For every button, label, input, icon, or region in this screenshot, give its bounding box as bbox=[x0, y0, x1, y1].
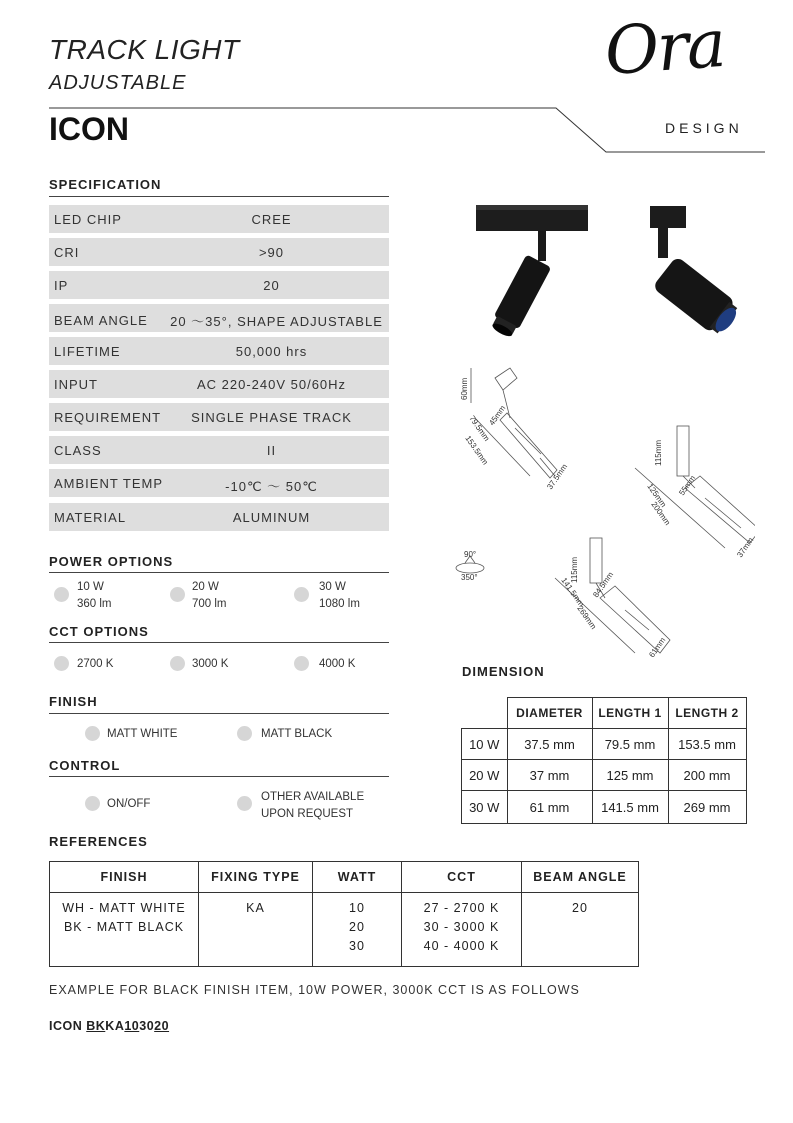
power-option-lumen: 1080 lm bbox=[319, 598, 360, 610]
specification-rule bbox=[49, 196, 389, 197]
cct-code: 40 - 4000 K bbox=[423, 939, 500, 953]
code-watt: 10 bbox=[124, 1019, 140, 1033]
control-rule bbox=[49, 776, 389, 777]
spec-label: LED CHIP bbox=[54, 212, 122, 227]
spec-row bbox=[49, 205, 389, 233]
dim-label: 79.5mm bbox=[467, 413, 492, 443]
dim-label: 37mm bbox=[735, 535, 755, 560]
dim-label: 45mm bbox=[487, 403, 508, 428]
watt-code: 20 bbox=[349, 920, 365, 934]
spec-row bbox=[49, 436, 389, 464]
finish-option-radio[interactable] bbox=[237, 726, 252, 741]
table-header: LENGTH 2 bbox=[668, 698, 746, 729]
rotation-label: 90° bbox=[464, 550, 477, 559]
spec-label: LIFETIME bbox=[54, 344, 121, 359]
spec-label: IP bbox=[54, 278, 69, 293]
table-header: DIAMETER bbox=[507, 698, 592, 729]
table-cell bbox=[50, 893, 199, 967]
code-finish: BK bbox=[86, 1019, 106, 1033]
control-heading: CONTROL bbox=[49, 758, 121, 773]
spec-value: ALUMINUM bbox=[232, 510, 311, 525]
spec-value: SINGLE PHASE TRACK bbox=[191, 410, 352, 425]
cct-code: 30 - 3000 K bbox=[423, 920, 500, 934]
spec-value: AC 220-240V 50/60Hz bbox=[196, 377, 347, 392]
cct-option-radio[interactable] bbox=[54, 656, 69, 671]
spec-row bbox=[49, 469, 389, 497]
spec-row bbox=[49, 238, 389, 266]
finish-rule bbox=[49, 713, 389, 714]
table-cell: 200 mm bbox=[668, 760, 746, 791]
rotation-label: 350° bbox=[461, 573, 478, 582]
code-beam: 20 bbox=[154, 1019, 170, 1033]
spec-label: BEAM ANGLE bbox=[54, 313, 148, 328]
cct-code: 27 - 2700 K bbox=[423, 901, 500, 915]
table-row bbox=[462, 791, 747, 824]
product-photo-angled bbox=[628, 200, 748, 340]
spec-row bbox=[49, 403, 389, 431]
references-table bbox=[49, 861, 639, 967]
product-photo-side bbox=[470, 200, 600, 340]
spec-label: CRI bbox=[54, 245, 80, 260]
example-text: EXAMPLE FOR BLACK FINISH ITEM, 10W POWER, 3000K CCT IS AS FOLLOWS bbox=[49, 983, 580, 997]
table-cell bbox=[522, 893, 639, 967]
table-cell bbox=[402, 893, 522, 967]
watt-code: 30 bbox=[349, 939, 365, 953]
references-heading: REFERENCES bbox=[49, 834, 148, 849]
table-cell bbox=[199, 893, 313, 967]
table-header: FINISH bbox=[50, 862, 199, 893]
page-subtitle: ADJUSTABLE bbox=[49, 72, 187, 94]
table-header: BEAM ANGLE bbox=[522, 862, 639, 893]
spec-value: 20 bbox=[263, 278, 280, 293]
cct-option-radio[interactable] bbox=[170, 656, 185, 671]
dim-label: 61mm bbox=[647, 635, 668, 660]
table-cell: 61 mm bbox=[507, 791, 592, 824]
table-header: WATT bbox=[313, 862, 402, 893]
dim-label: 37.5mm bbox=[545, 462, 570, 492]
power-option-watt: 30 W bbox=[319, 581, 346, 593]
table-cell-empty bbox=[462, 698, 508, 729]
table-cell bbox=[313, 893, 402, 967]
finish-option-radio[interactable] bbox=[85, 726, 100, 741]
finish-code: WH - MATT WHITE bbox=[62, 901, 186, 915]
specification-heading: SPECIFICATION bbox=[49, 177, 162, 192]
dim-label: 269mm bbox=[575, 603, 599, 632]
finish-option-label: MATT WHITE bbox=[107, 728, 178, 740]
table-cell: 269 mm bbox=[668, 791, 746, 824]
dim-label: 153.5mm bbox=[463, 433, 490, 467]
power-option-lumen: 700 lm bbox=[192, 598, 227, 610]
table-cell: 37 mm bbox=[507, 760, 592, 791]
beam-code: 20 bbox=[572, 901, 588, 915]
dim-label: 84.5mm bbox=[591, 570, 616, 600]
finish-option-label: MATT BLACK bbox=[261, 728, 333, 740]
spec-row bbox=[49, 271, 389, 299]
table-cell: 30 W bbox=[462, 791, 508, 824]
control-option-label: OTHER AVAILABLE bbox=[261, 791, 365, 803]
spec-row bbox=[49, 503, 389, 531]
spec-row bbox=[49, 370, 389, 398]
table-cell: 153.5 mm bbox=[668, 729, 746, 760]
power-options-rule bbox=[49, 572, 389, 573]
spec-value: CREE bbox=[251, 212, 292, 227]
power-option-watt: 10 W bbox=[77, 581, 104, 593]
dim-label: 55mm bbox=[677, 473, 698, 498]
dim-label: 200mm bbox=[649, 499, 673, 528]
control-option-label: UPON REQUEST bbox=[261, 808, 354, 820]
cct-option-label: 3000 K bbox=[192, 658, 229, 670]
finish-code: BK - MATT BLACK bbox=[63, 920, 185, 934]
table-row bbox=[462, 698, 747, 729]
spec-value: -10℃ ～ 50℃ bbox=[225, 479, 318, 494]
dimension-table bbox=[461, 697, 747, 824]
spec-value: >90 bbox=[258, 245, 285, 260]
dimension-heading: DIMENSION bbox=[462, 664, 545, 679]
power-option-watt: 20 W bbox=[192, 581, 219, 593]
spec-value: II bbox=[266, 443, 277, 458]
power-option-radio[interactable] bbox=[170, 587, 185, 602]
power-option-radio[interactable] bbox=[54, 587, 69, 602]
cct-option-label: 2700 K bbox=[77, 658, 114, 670]
dim-label: 115mm bbox=[570, 556, 579, 583]
power-options-heading: POWER OPTIONS bbox=[49, 554, 174, 569]
power-option-lumen: 360 lm bbox=[77, 598, 112, 610]
control-option-radio[interactable] bbox=[237, 796, 252, 811]
cct-option-label: 4000 K bbox=[319, 658, 356, 670]
table-cell: 79.5 mm bbox=[592, 729, 668, 760]
table-header: CCT bbox=[402, 862, 522, 893]
finish-heading: FINISH bbox=[49, 694, 98, 709]
table-row bbox=[462, 760, 747, 791]
spec-label: CLASS bbox=[54, 443, 102, 458]
logo-script: Ora bbox=[602, 4, 727, 91]
table-row bbox=[462, 729, 747, 760]
product-name: ICON bbox=[49, 111, 129, 147]
dim-label: 125mm bbox=[645, 481, 669, 510]
code-cct: 30 bbox=[139, 1019, 155, 1033]
control-option-radio[interactable] bbox=[85, 796, 100, 811]
table-cell: 10 W bbox=[462, 729, 508, 760]
spec-label: REQUIREMENT bbox=[54, 410, 162, 425]
logo-subtitle: DESIGN bbox=[665, 120, 743, 136]
dim-label: 60mm bbox=[460, 377, 469, 400]
spec-label: INPUT bbox=[54, 377, 98, 392]
cct-options-heading: CCT OPTIONS bbox=[49, 624, 149, 639]
table-cell: 20 W bbox=[462, 760, 508, 791]
spec-label: AMBIENT TEMP bbox=[54, 476, 164, 491]
spec-value: 20 ～35°, SHAPE ADJUSTABLE bbox=[170, 314, 383, 329]
table-header: LENGTH 1 bbox=[592, 698, 668, 729]
code-fixing: KA bbox=[105, 1019, 125, 1033]
dim-label: 141.5mm bbox=[559, 575, 586, 609]
table-header: FIXING TYPE bbox=[199, 862, 313, 893]
cct-option-radio[interactable] bbox=[294, 656, 309, 671]
dim-label: 115mm bbox=[654, 439, 663, 466]
spec-row bbox=[49, 304, 389, 332]
code-prefix: ICON bbox=[49, 1019, 87, 1033]
power-option-radio[interactable] bbox=[294, 587, 309, 602]
table-row bbox=[50, 893, 639, 967]
table-cell: 141.5 mm bbox=[592, 791, 668, 824]
fixing-code: KA bbox=[246, 901, 265, 915]
table-cell: 125 mm bbox=[592, 760, 668, 791]
technical-drawings bbox=[455, 358, 755, 663]
control-option-label: ON/OFF bbox=[107, 798, 151, 810]
example-code bbox=[49, 1019, 169, 1033]
spec-row bbox=[49, 337, 389, 365]
table-cell: 37.5 mm bbox=[507, 729, 592, 760]
spec-value: 50,000 hrs bbox=[235, 344, 308, 359]
table-row bbox=[50, 862, 639, 893]
page-title: TRACK LIGHT bbox=[49, 34, 240, 65]
cct-options-rule bbox=[49, 642, 389, 643]
spec-label: MATERIAL bbox=[54, 510, 127, 525]
watt-code: 10 bbox=[349, 901, 365, 915]
